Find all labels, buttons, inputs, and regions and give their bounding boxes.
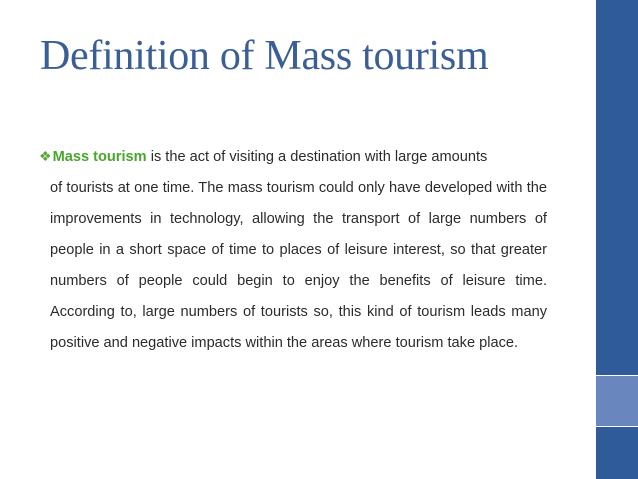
body-paragraph <box>39 141 547 359</box>
sidebar-strip-top <box>596 0 638 375</box>
lead-text: is the act of visiting a destination with large amounts <box>146 149 488 165</box>
slide-title: Definition of Mass tourism <box>40 33 489 79</box>
sidebar-highlight-block <box>596 376 638 426</box>
highlighted-term: Mass tourism <box>52 149 147 165</box>
sidebar-strip-bottom <box>596 427 638 479</box>
diamond-bullet-icon: ❖ <box>39 148 52 164</box>
decorative-sidebar <box>596 0 638 479</box>
continuation-text: of tourists at one time. The mass tourism could only have developed with the improvements in technology, allowing the transport of large numbers of people in a short space of time to places of leisure interest, so that greater numbers of people could begin to enjoy the benefits of leisure time. According to, large numbers of tourists so, this kind of tourism leads many positive and negative impacts within the areas where tourism take place. <box>50 180 547 351</box>
